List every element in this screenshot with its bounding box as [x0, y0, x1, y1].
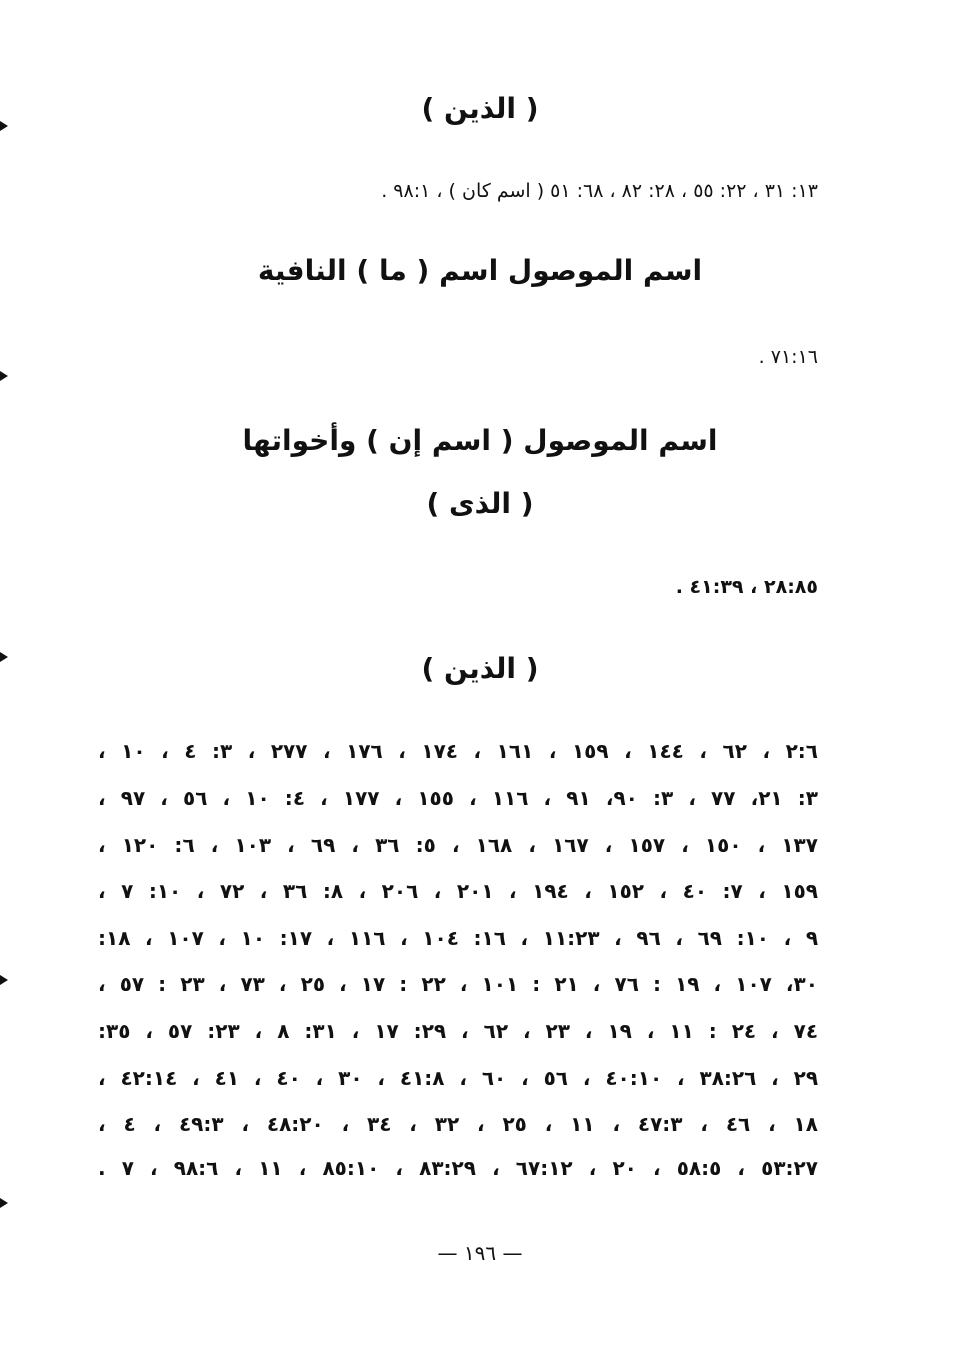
reference-line: ٩ ، ١٠: ٦٩ ، ٩٦ ، ١١:٢٣ ، ١٦: ١٠٤ ، ١١٦ ، ١٧: ١٠ ، ١٠٧ ، ١٨:	[98, 926, 819, 950]
reference-line: ١٥٩ ، ٧: ٤٠ ، ١٥٢ ، ١٩٤ ، ٢٠١ ، ٢٠٦ ، ٨: ٣٦ ، ٧٢ ، ١٠: ٧ ،	[98, 879, 818, 903]
reference-line: ٣: ٢١، ٧٧ ، ٣: ٩٠، ٩١ ، ١١٦ ، ١٥٥ ، ١٧٧ ، ٤: ١٠ ، ٥٦ ، ٩٧ ،	[98, 786, 818, 810]
binder-hole-mark	[0, 975, 8, 985]
page-number: — ١٩٦ —	[437, 1241, 523, 1265]
section2-references: ٧١:١٦ .	[758, 346, 818, 368]
section2-heading: اسم الموصول اسم ( ما ) النافية	[257, 254, 703, 287]
section1-references: ١٣: ٣١ ، ٢٢: ٥٥ ، ٢٨: ٨٢ ، ٦٨: ٥١ ( اسم كان ) ، ٩٨:١ .	[381, 180, 818, 202]
reference-line: ٥٣:٢٧ ، ٥٨:٥ ، ٢٠ ، ٦٧:١٢ ، ٨٣:٢٩ ، ٨٥:١٠ ، ١١ ، ٩٨:٦ ، ٧ .	[98, 1156, 818, 1180]
reference-line: ٢:٦ ، ٦٢ ، ١٤٤ ، ١٥٩ ، ١٦١ ، ١٧٤ ، ١٧٦ ، ٢٧٧ ، ٣: ٤ ، ١٠ ،	[98, 739, 819, 763]
binder-hole-mark	[0, 371, 8, 381]
reference-line: ٣٠، ١٠٧ ، ١٩ : ٧٦ ، ٢١ : ١٠١ ، ٢٢ : ١٧ ، ٢٥ ، ٧٣ ، ٢٣ : ٥٧ ،	[98, 972, 818, 996]
reference-line: ١٣٧ ، ١٥٠ ، ١٥٧ ، ١٦٧ ، ١٦٨ ، ٥: ٣٦ ، ٦٩ ، ١٠٣ ، ٦: ١٢٠ ،	[98, 833, 818, 857]
reference-line: ١٨ ، ٤٦ ، ٤٧:٣ ، ١١ ، ٢٥ ، ٣٢ ، ٣٤ ، ٤٨:٢٠ ، ٤٩:٣ ، ٤ ،	[98, 1112, 818, 1136]
reference-line: ٧٤ ، ٢٤ : ١١ ، ١٩ ، ٢٣ ، ٦٢ ، ٢٩: ١٧ ، ٣١: ٨ ، ٢٣: ٥٧ ، ٣٥:	[98, 1019, 819, 1043]
section3-heading: اسم الموصول ( اسم إن ) وأخواتها	[242, 424, 718, 457]
section3-subheading: ( الذى )	[426, 487, 534, 520]
reference-line: ٢٩ ، ٣٨:٢٦ ، ٤٠:١٠ ، ٥٦ ، ٦٠ ، ٤١:٨ ، ٣٠ ، ٤٠ ، ٤١ ، ٤٢:١٤ ،	[98, 1066, 819, 1090]
section4-heading: ( الذين )	[421, 652, 539, 685]
section3-references: ٢٨:٨٥ ، ٤١:٣٩ .	[675, 576, 818, 598]
binder-hole-mark	[0, 1198, 8, 1208]
section1-heading: ( الذين )	[421, 92, 539, 125]
